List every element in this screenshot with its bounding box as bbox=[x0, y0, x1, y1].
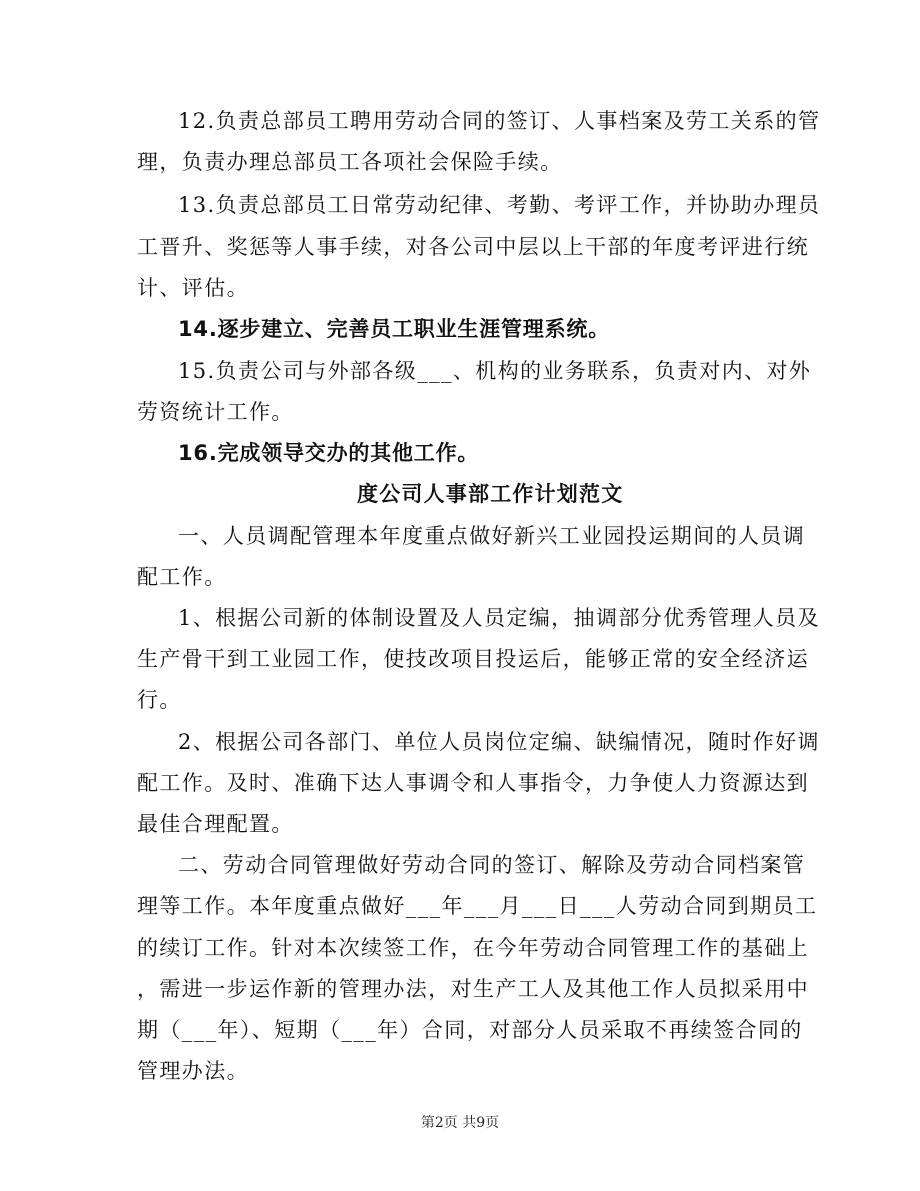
section-2-line-1: 二、劳动合同管理做好劳动合同的签订、解除及劳动合同档案管 bbox=[178, 853, 806, 877]
paragraph-15-line-2: 劳资统计工作。 bbox=[137, 400, 294, 424]
section-2-line-6: 管理办法。 bbox=[137, 1059, 249, 1083]
page-number: 第2页 共9页 bbox=[420, 1115, 500, 1131]
item-2-line-1: 2、根据公司各部门、单位人员岗位定编、缺编情况，随时作好调 bbox=[178, 730, 820, 754]
item-1-line-2: 生产骨干到工业园工作，使技改项目投运后，能够正常的安全经济运 bbox=[137, 647, 809, 671]
item-2-line-2: 配工作。及时、准确下达人事调令和人事指令，力争使人力资源达到 bbox=[137, 771, 809, 795]
paragraph-13-line-1: 13.负责总部员工日常劳动纪律、考勤、考评工作，并协助办理员 bbox=[178, 193, 821, 217]
paragraph-14: 14.逐步建立、完善员工职业生涯管理系统。 bbox=[178, 317, 610, 341]
paragraph-16: 16.完成领导交办的其他工作。 bbox=[178, 441, 480, 465]
item-1-line-1: 1、根据公司新的体制设置及人员定编，抽调部分优秀管理人员及 bbox=[178, 606, 820, 630]
section-2-line-3: 的续订工作。针对本次续签工作，在今年劳动合同管理工作的基础上 bbox=[137, 936, 809, 960]
section-1-line-1: 一、人员调配管理本年度重点做好新兴工业园投运期间的人员调 bbox=[178, 524, 806, 548]
section-2-line-5: 期（___年）、短期（___年）合同，对部分人员采取不再续签合同的 bbox=[137, 1018, 803, 1042]
paragraph-12-line-1: 12.负责总部员工聘用劳动合同的签订、人事档案及劳工关系的管 bbox=[178, 109, 821, 133]
item-2-line-3: 最佳合理配置。 bbox=[137, 812, 294, 836]
paragraph-15-line-1: 15.负责公司与外部各级___、机构的业务联系，负责对内、对外 bbox=[178, 359, 812, 383]
section-2-line-4: ，需进一步运作新的管理办法，对生产工人及其他工作人员拟采用中 bbox=[137, 977, 809, 1001]
section-title: 度公司人事部工作计划范文 bbox=[357, 482, 624, 506]
paragraph-12-line-2: 理，负责办理总部员工各项社会保险手续。 bbox=[137, 150, 563, 174]
section-2-line-2: 理等工作。本年度重点做好___年___月___日___人劳动合同到期员工 bbox=[137, 894, 818, 918]
section-1-line-2: 配工作。 bbox=[137, 565, 227, 589]
paragraph-13-line-2: 工晋升、奖惩等人事手续，对各公司中层以上干部的年度考评进行统 bbox=[137, 235, 809, 259]
item-1-line-3: 行。 bbox=[137, 688, 182, 712]
paragraph-13-line-3: 计、评估。 bbox=[137, 276, 249, 300]
